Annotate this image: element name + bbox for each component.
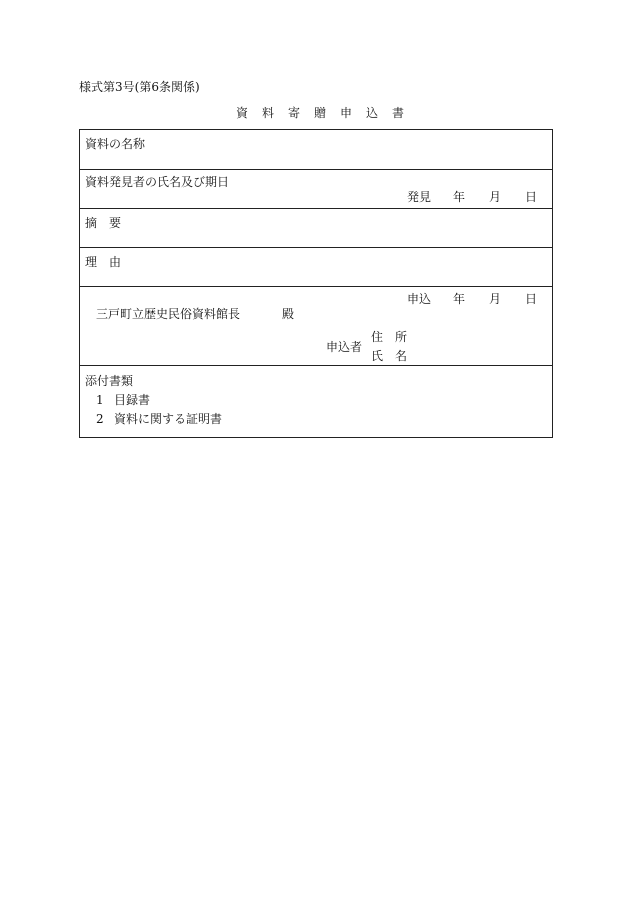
attachment-number: 1 bbox=[96, 393, 104, 407]
summary-label: 摘 要 bbox=[85, 216, 122, 230]
row-divider bbox=[79, 365, 553, 366]
attachment-text: 目録書 bbox=[114, 393, 151, 407]
row-divider bbox=[79, 247, 553, 248]
address-label: 住 所 bbox=[371, 330, 408, 344]
attachments-label: 添付書類 bbox=[85, 374, 134, 388]
discoverer-label: 資料発見者の氏名及び期日 bbox=[85, 175, 230, 189]
addressee: 三戸町立歴史民俗資料館長 bbox=[96, 307, 241, 321]
form-number: 様式第3号(第6条関係) bbox=[79, 80, 200, 94]
honorific: 殿 bbox=[282, 307, 295, 321]
row-divider bbox=[79, 286, 553, 287]
applicant-label: 申込者 bbox=[326, 340, 363, 354]
document-title: 資 料 寄 贈 申 込 書 bbox=[236, 106, 406, 120]
discovery-date-prefix: 発見 bbox=[407, 190, 432, 204]
discovery-year: 年 bbox=[453, 190, 466, 204]
application-year: 年 bbox=[453, 292, 466, 306]
application-day: 日 bbox=[525, 292, 538, 306]
reason-label: 理 由 bbox=[85, 255, 122, 269]
discovery-month: 月 bbox=[489, 190, 502, 204]
material-name-label: 資料の名称 bbox=[85, 137, 146, 151]
attachment-text: 資料に関する証明書 bbox=[114, 412, 223, 426]
name-label: 氏 名 bbox=[371, 349, 408, 363]
application-date-prefix: 申込 bbox=[407, 292, 432, 306]
discovery-day: 日 bbox=[525, 190, 538, 204]
attachment-number: 2 bbox=[96, 412, 104, 426]
application-month: 月 bbox=[489, 292, 502, 306]
row-divider bbox=[79, 169, 553, 170]
row-divider bbox=[79, 208, 553, 209]
